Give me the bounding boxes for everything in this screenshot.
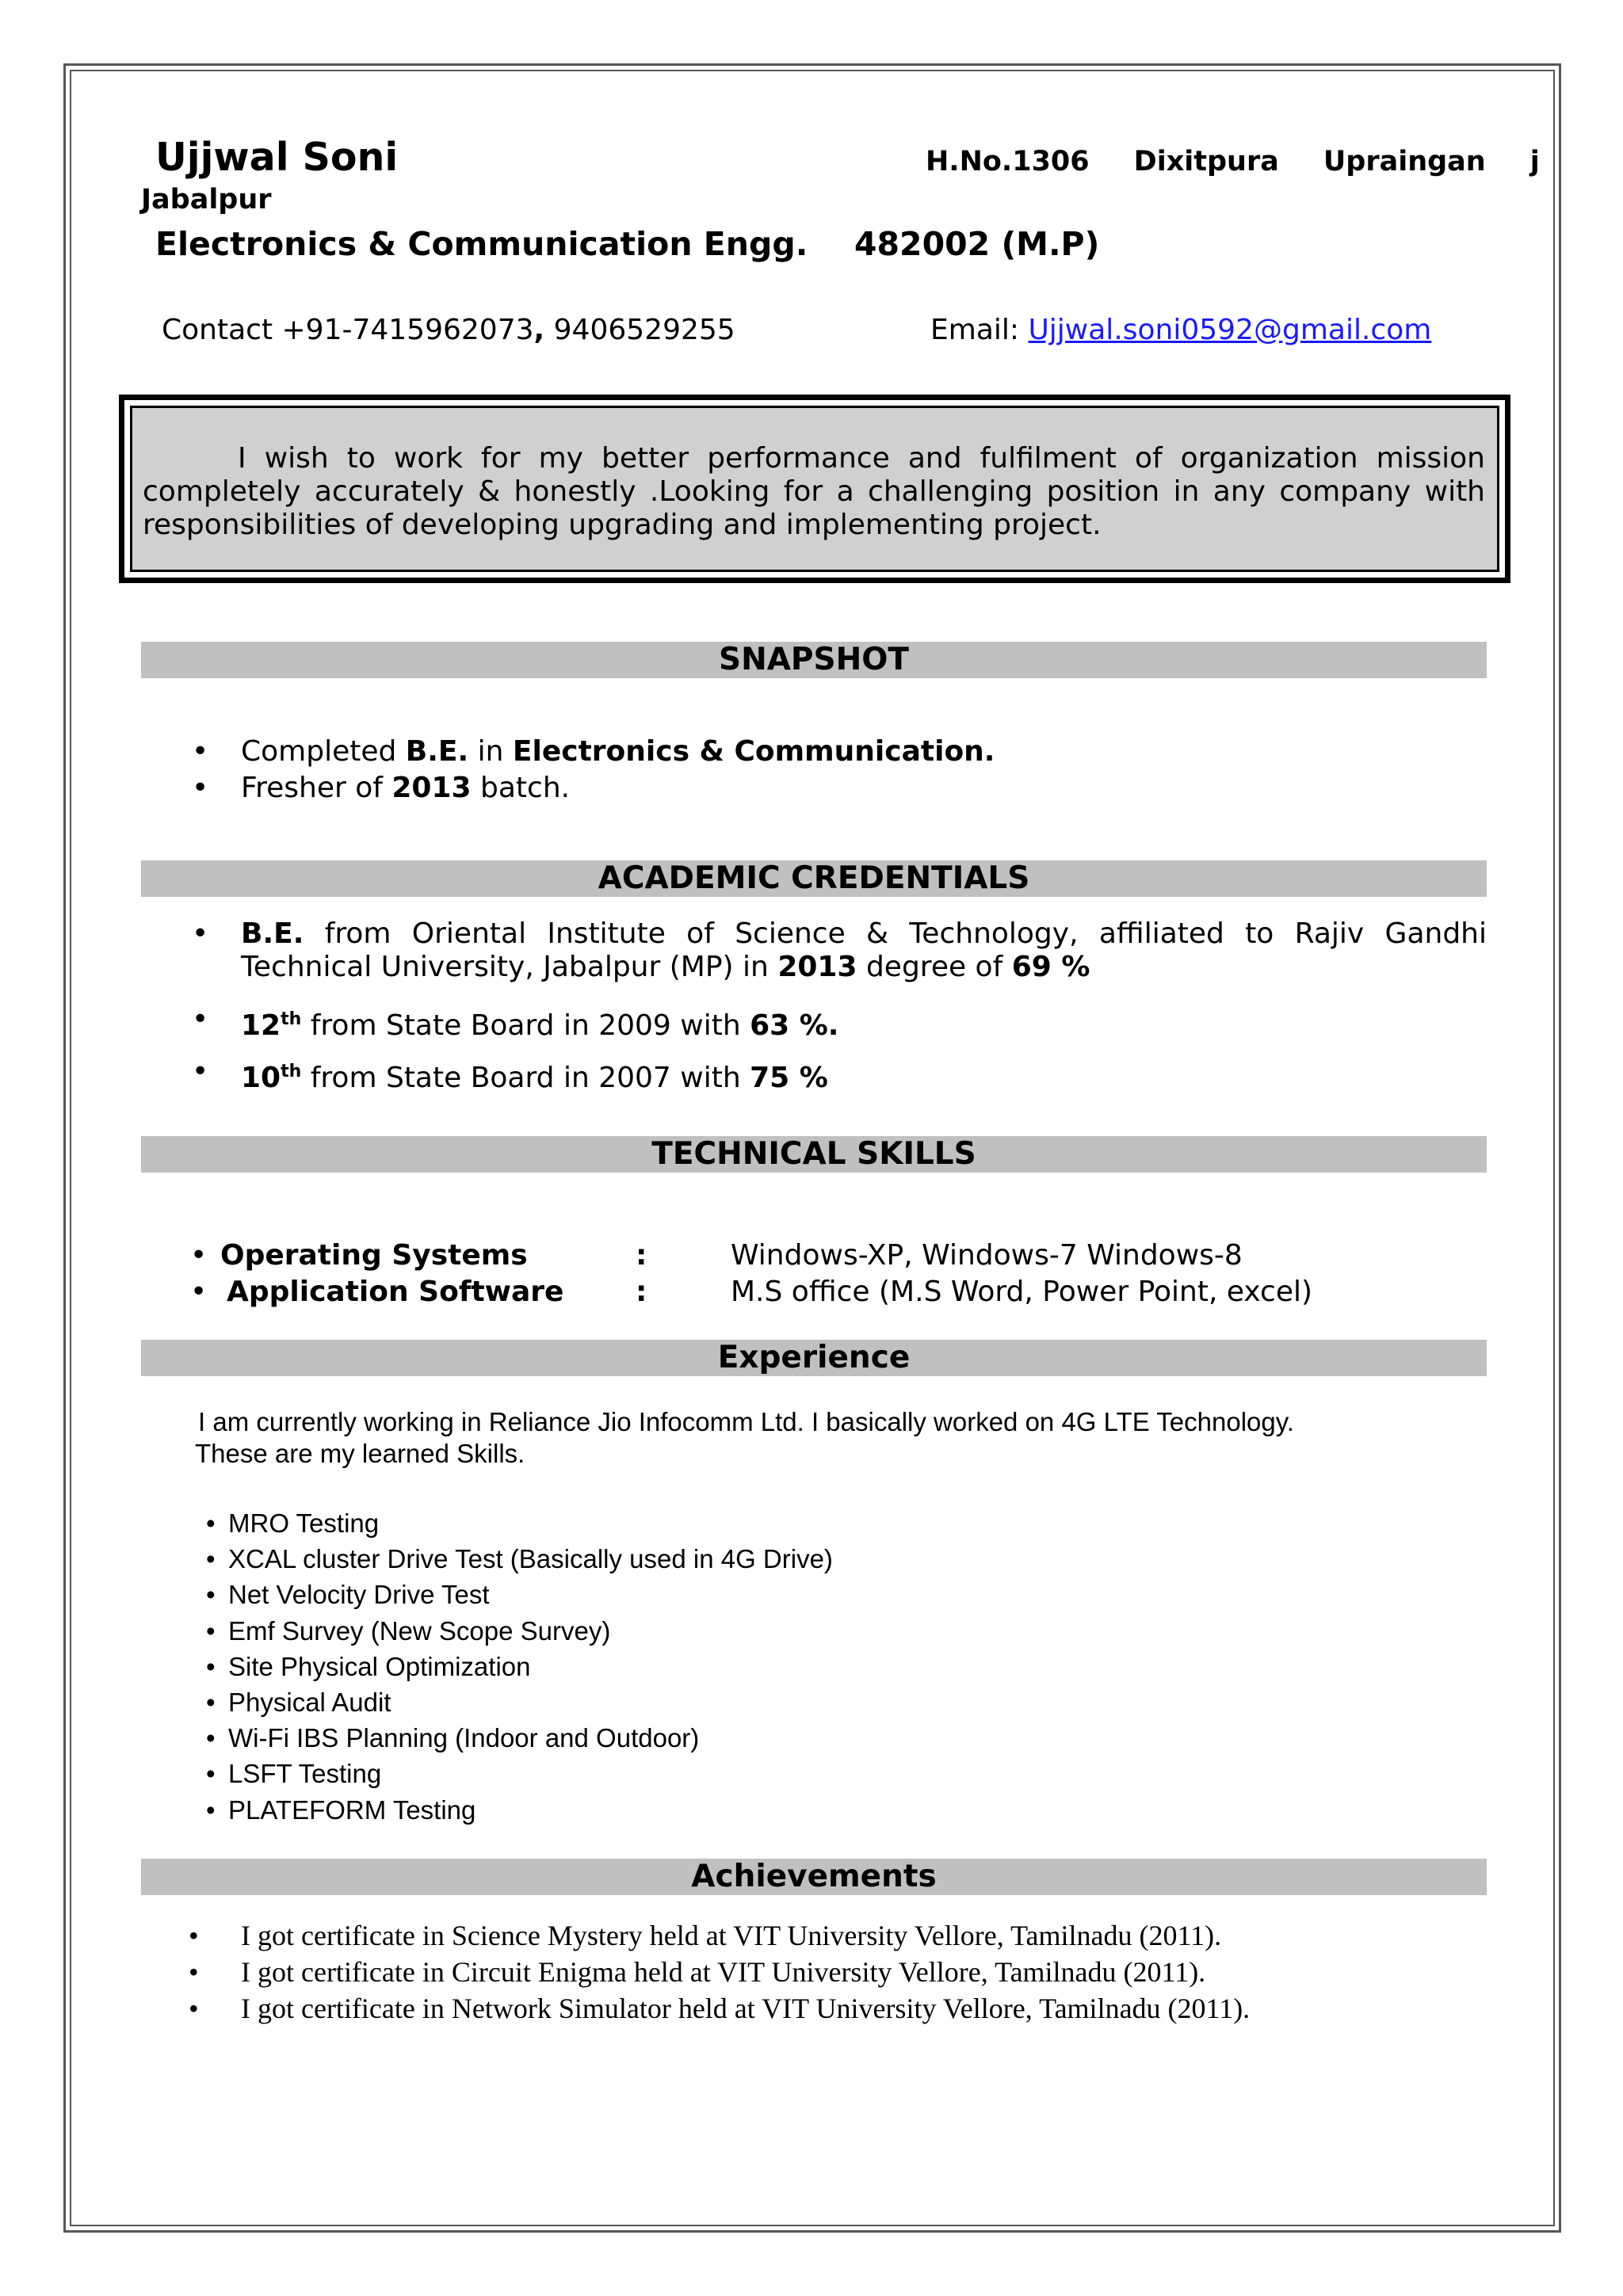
candidate-name: Ujjwal Soni — [155, 135, 399, 180]
bullet-icon: • — [189, 1956, 199, 1988]
snapshot-branch: Electronics & Communication. — [512, 735, 995, 768]
experience-item-text: PLATEFORM Testing — [228, 1794, 476, 1825]
bullet-icon: • — [206, 1759, 216, 1789]
academic-score: 69 % — [1011, 951, 1090, 983]
bullet-icon: • — [192, 917, 209, 950]
academic-item — [141, 917, 1487, 984]
experience-item-text: Site Physical Optimization — [228, 1651, 531, 1681]
academic-score: 75 % — [750, 1062, 828, 1094]
address-pin: 482002 (M.P) — [854, 225, 1100, 263]
address-line — [926, 146, 1540, 177]
academic-text: from State Board in 2007 with — [301, 1062, 750, 1094]
objective-text: I wish to work for my better performance and fulfilment of organization mission completely accurately & honestly .Looking for a challenging position in any company with responsibilities of developing upgrading and implementing project. — [143, 442, 1485, 541]
experience-item-text: Physical Audit — [228, 1687, 391, 1717]
academic-class: 12 — [241, 1009, 281, 1042]
skill-key: Operating Systems — [220, 1239, 528, 1272]
academic-text: from Oriental Institute of Science & Technology, affiliated to Rajiv Gandhi Technical University, Jabalpur (MP) in — [241, 917, 1487, 983]
skill-row — [141, 1238, 1409, 1274]
achievement-text: I got certificate in Network Simulator held at VIT University Vellore, Tamilnadu (2011). — [241, 1993, 1251, 2024]
skill-separator: : — [636, 1239, 647, 1272]
achievement-item — [189, 1954, 1250, 1990]
section-academic: ACADEMIC CREDENTIALS — [141, 860, 1487, 897]
experience-item-text: MRO Testing — [228, 1508, 380, 1538]
bullet-icon: • — [206, 1723, 216, 1753]
bullet-icon: • — [190, 1276, 208, 1308]
address-city: Jabalpur — [141, 184, 272, 215]
snapshot-item — [141, 734, 995, 770]
bullet-icon: • — [192, 772, 209, 804]
experience-item — [200, 1792, 833, 1828]
academic-item — [141, 1003, 1487, 1042]
achievement-item — [189, 1917, 1250, 1954]
snapshot-year: 2013 — [391, 772, 472, 804]
experience-intro: I am currently working in Reliance Jio Infocomm Ltd. I basically worked on 4G LTE Technology. — [198, 1407, 1294, 1436]
bullet-icon: • — [206, 1544, 216, 1574]
bullet-icon: • — [192, 1055, 209, 1088]
email-line — [930, 314, 1431, 346]
skill-value: M.S office (M.S Word, Power Point, excel) — [731, 1276, 1313, 1308]
experience-item — [200, 1541, 833, 1577]
bullet-icon: • — [192, 1003, 209, 1035]
experience-item-text: Emf Survey (New Scope Survey) — [228, 1615, 611, 1646]
contact-separator: , — [533, 314, 545, 346]
section-achievements: Achievements — [141, 1859, 1487, 1895]
experience-item — [200, 1649, 833, 1684]
email-label: Email: — [930, 314, 1029, 346]
academic-class: 10 — [241, 1062, 281, 1094]
academic-list — [141, 917, 1487, 1094]
contact-numbers — [162, 314, 735, 346]
experience-list — [200, 1505, 833, 1828]
snapshot-item — [141, 770, 995, 807]
achievement-item — [189, 1990, 1250, 2027]
bullet-icon: • — [206, 1615, 216, 1646]
skill-row — [141, 1274, 1409, 1310]
experience-item-text: Wi-Fi IBS Planning (Indoor and Outdoor) — [228, 1723, 700, 1753]
academic-score: 63 %. — [750, 1009, 839, 1042]
achievement-text: I got certificate in Science Mystery held at VIT University Vellore, Tamilnadu (2011). — [241, 1920, 1222, 1951]
address-house: H.No.1306 — [926, 146, 1090, 177]
bullet-icon: • — [206, 1687, 216, 1717]
academic-text: from State Board in 2009 with — [301, 1009, 750, 1042]
address-locality-text: Upraingan — [1323, 146, 1486, 177]
skill-separator: : — [636, 1276, 647, 1308]
achievements-list — [189, 1917, 1250, 2027]
bullet-icon: • — [206, 1651, 216, 1681]
contact-primary: Contact +91-7415962073 — [162, 314, 534, 346]
academic-year: 2013 — [777, 951, 857, 983]
bullet-icon: • — [206, 1794, 216, 1825]
email-link[interactable]: Ujjwal.soni0592@gmail.com — [1028, 314, 1432, 346]
snapshot-list — [141, 734, 995, 807]
academic-class-suffix: th — [281, 1062, 302, 1081]
experience-item — [200, 1613, 833, 1649]
snapshot-text: in — [468, 735, 513, 768]
skills-list — [141, 1238, 1409, 1310]
experience-item — [200, 1720, 833, 1756]
address-locality-tail: j — [1529, 146, 1540, 177]
snapshot-text: Completed — [241, 735, 406, 768]
experience-item — [200, 1505, 833, 1541]
address-locality — [1323, 146, 1540, 177]
achievement-text: I got certificate in Circuit Enigma held at VIT University Vellore, Tamilnadu (2011). — [241, 1956, 1206, 1988]
bullet-icon: • — [189, 1993, 199, 2024]
experience-item-text: Net Velocity Drive Test — [228, 1580, 490, 1610]
experience-intro-2: These are my learned Skills. — [195, 1439, 525, 1468]
academic-item — [141, 1055, 1487, 1094]
branch-title: Electronics & Communication Engg. — [155, 225, 808, 263]
skill-key: Application Software — [227, 1276, 564, 1308]
bullet-icon: • — [192, 735, 209, 768]
snapshot-text: Fresher of — [241, 772, 392, 804]
skill-value: Windows-XP, Windows-7 Windows-8 — [731, 1239, 1243, 1272]
experience-item-text: LSFT Testing — [228, 1759, 382, 1789]
academic-degree: B.E. — [241, 917, 304, 950]
experience-item — [200, 1684, 833, 1720]
section-skills: TECHNICAL SKILLS — [141, 1136, 1487, 1173]
bullet-icon: • — [189, 1920, 199, 1951]
bullet-icon: • — [206, 1580, 216, 1610]
bullet-icon: • — [206, 1508, 216, 1538]
experience-item — [200, 1577, 833, 1612]
bullet-icon: • — [190, 1239, 208, 1272]
snapshot-text: batch. — [471, 772, 571, 804]
academic-text: degree of — [857, 951, 1012, 983]
experience-item — [200, 1756, 833, 1791]
experience-item-text: XCAL cluster Drive Test (Basically used in 4G Drive) — [228, 1544, 833, 1574]
section-snapshot: SNAPSHOT — [141, 642, 1487, 678]
academic-class-suffix: th — [281, 1009, 302, 1029]
address-area: Dixitpura — [1133, 146, 1279, 177]
section-experience: Experience — [141, 1340, 1487, 1376]
snapshot-degree: B.E. — [405, 735, 469, 768]
contact-secondary: 9406529255 — [544, 314, 735, 346]
